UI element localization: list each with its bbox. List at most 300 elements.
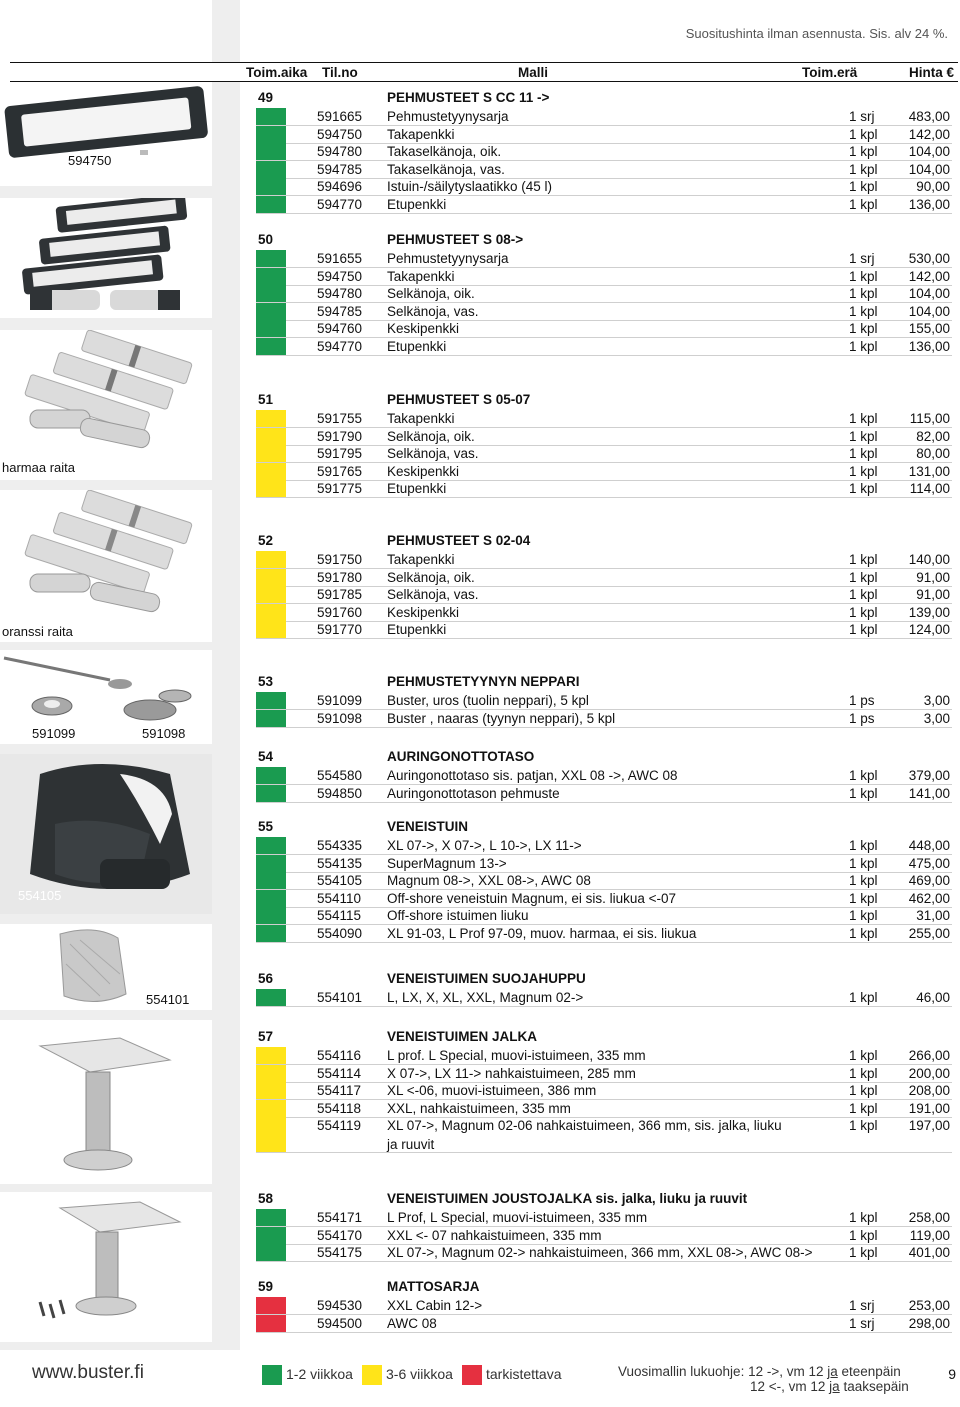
table-row (256, 338, 952, 356)
price: 124,00 (908, 622, 950, 638)
product-model: Takapenkki (387, 411, 455, 426)
delivery-color-swatch (256, 445, 286, 462)
batch-unit: 1 kpl (849, 1048, 878, 1063)
batch-unit: 1 kpl (849, 908, 878, 924)
price: 91,00 (916, 587, 950, 603)
product-model: Keskipenkki (387, 321, 460, 337)
year-note-line1: Vuosimallin lukuohje: 12 ->, vm 12 ja eteenpäin (618, 1364, 901, 1379)
table-row (256, 250, 952, 268)
seat-pedestal-image (0, 1020, 212, 1184)
price: 31,00 (916, 908, 950, 924)
legend-green-swatch (262, 1365, 282, 1385)
batch-unit: 1 kpl (849, 1118, 878, 1134)
table-header (10, 62, 958, 82)
delivery-color-swatch (256, 890, 286, 907)
product-model: Takapenkki (387, 268, 455, 284)
year-note-line2: 12 <-, vm 12 ja taaksepäin (750, 1379, 909, 1394)
product-model: XL 07->, Magnum 02-> nahkaistuimeen, 366 mm, XXL 08->, AWC 08-> (387, 1245, 813, 1261)
delivery-color-swatch (256, 710, 286, 727)
delivery-color-swatch (256, 196, 286, 213)
product-code: 554119 (317, 1118, 362, 1134)
product-code: 594850 (317, 785, 363, 801)
table-row (256, 161, 952, 179)
product-model: Auringonottotason pehmuste (387, 785, 560, 801)
group-title (256, 232, 952, 250)
batch-unit: 1 ps (849, 693, 875, 708)
batch-unit: 1 kpl (849, 303, 878, 319)
table-row (256, 1209, 952, 1227)
product-model: Selkänoja, vas. (387, 303, 479, 319)
image-label-554105: 554105 (18, 888, 62, 903)
product-model: Selkänoja, oik. (387, 286, 475, 302)
product-model: SuperMagnum 13-> (387, 855, 507, 871)
delivery-color-swatch (256, 480, 286, 497)
table-row (256, 569, 952, 587)
delivery-color-swatch (256, 126, 286, 143)
batch-unit: 1 kpl (849, 126, 878, 142)
product-code: 554171 (317, 1210, 363, 1225)
gray-stripe-cushions-image (0, 330, 212, 480)
table-row (256, 410, 952, 428)
product-model: Selkänoja, oik. (387, 569, 475, 585)
price: 136,00 (908, 197, 950, 212)
table-row (256, 621, 952, 639)
price: 80,00 (916, 446, 950, 462)
product-model: XL 07->, Magnum 02-06 nahkaistuimeen, 366 mm, sis. jalka, liuku (387, 1118, 782, 1134)
group-number: 55 (258, 819, 274, 834)
table-row (256, 1117, 952, 1153)
group-name: MATTOSARJA (387, 1279, 480, 1294)
delivery-color-swatch (256, 989, 286, 1006)
delivery-color-swatch (256, 1227, 286, 1244)
delivery-color-swatch (256, 785, 286, 802)
group-number: 53 (258, 674, 274, 689)
footer-url[interactable]: www.buster.fi (32, 1362, 144, 1383)
table-row (256, 463, 952, 481)
product-code: 591765 (317, 463, 363, 479)
image-label-orange-stripe: oranssi raita (2, 624, 73, 639)
price: 3,00 (923, 693, 950, 708)
product-model: Istuin-/säilytyslaatikko (45 l) (387, 179, 553, 195)
table-row (256, 1065, 952, 1083)
group-name: PEHMUSTEET S CC 11 -> (387, 90, 550, 105)
delivery-color-swatch (256, 303, 286, 320)
product-code: 594770 (317, 197, 363, 212)
product-image-gray-stripe (0, 330, 212, 480)
batch-unit: 1 srj (849, 1298, 875, 1313)
product-image-554101 (0, 924, 212, 1010)
product-code: 554105 (317, 873, 363, 889)
batch-unit: 1 srj (849, 1315, 875, 1331)
legend-yellow-swatch (362, 1365, 382, 1385)
product-image-snaps (0, 650, 212, 744)
product-image-spring-pedestal (0, 1192, 212, 1342)
group-title (256, 1279, 952, 1297)
delivery-color-swatch (256, 692, 286, 709)
page-number: 9 (948, 1366, 956, 1382)
batch-unit: 1 kpl (849, 144, 878, 160)
table-row (256, 285, 952, 303)
batch-unit: 1 kpl (849, 1100, 878, 1116)
price: 46,00 (916, 990, 950, 1005)
product-model-continued: ja ruuvit (387, 1137, 435, 1153)
product-model: Keskipenkki (387, 463, 460, 479)
group-number: 50 (258, 232, 274, 247)
batch-unit: 1 kpl (849, 197, 878, 212)
batch-unit: 1 kpl (849, 587, 878, 603)
product-model: Buster, uros (tuolin neppari), 5 kpl (387, 693, 589, 708)
table-row (256, 126, 952, 144)
batch-unit: 1 kpl (849, 179, 878, 195)
delivery-color-swatch (256, 410, 286, 427)
delivery-color-swatch (256, 1047, 286, 1064)
price: 448,00 (908, 838, 950, 853)
product-code: 554114 (317, 1065, 362, 1081)
price: 258,00 (908, 1210, 950, 1225)
header-price: Hinta € (908, 65, 954, 80)
group-title (256, 749, 952, 767)
product-code: 554110 (317, 890, 362, 906)
product-code: 554135 (317, 855, 363, 871)
price: 401,00 (908, 1245, 950, 1261)
table-row (256, 785, 952, 803)
delivery-color-swatch (256, 1100, 286, 1117)
delivery-color-swatch (256, 463, 286, 480)
batch-unit: 1 ps (849, 710, 875, 726)
product-model: Takapenkki (387, 552, 455, 567)
group-name: PEHMUSTEET S 05-07 (387, 392, 531, 407)
product-code: 594530 (317, 1298, 363, 1313)
table-row (256, 303, 952, 321)
product-model: Pehmustetyynysarja (387, 109, 509, 124)
product-code: 591780 (317, 569, 363, 585)
price: 197,00 (908, 1118, 950, 1134)
table-row (256, 196, 952, 214)
batch-unit: 1 kpl (849, 855, 878, 871)
product-image-594750 (0, 0, 212, 186)
product-code: 554170 (317, 1227, 363, 1243)
product-model: Takapenkki (387, 126, 455, 142)
delivery-color-swatch (256, 178, 286, 195)
table-row (256, 586, 952, 604)
delivery-color-swatch (256, 837, 286, 854)
product-image-554105 (0, 754, 212, 914)
batch-unit: 1 kpl (849, 1210, 878, 1225)
group-name: VENEISTUIN (387, 819, 469, 834)
delivery-color-swatch (256, 338, 286, 355)
table-row (256, 767, 952, 785)
product-model: Etupenkki (387, 622, 447, 638)
product-model: Buster , naaras (tyynyn neppari), 5 kpl (387, 710, 616, 726)
product-model: XXL, nahkaistuimeen, 335 mm (387, 1100, 571, 1116)
table-row (256, 710, 952, 728)
table-row (256, 445, 952, 463)
delivery-color-swatch (256, 250, 286, 267)
product-model: Keskipenkki (387, 604, 460, 620)
product-model: Etupenkki (387, 339, 447, 354)
delivery-color-swatch (256, 1244, 286, 1261)
footer (0, 1350, 960, 1407)
product-model: X 07->, LX 11-> nahkaistuimeen, 285 mm (387, 1065, 636, 1081)
table-row (256, 320, 952, 338)
table-row (256, 1315, 952, 1333)
product-code: 594760 (317, 321, 363, 337)
batch-unit: 1 kpl (849, 552, 878, 567)
batch-unit: 1 kpl (849, 1065, 878, 1081)
price: 142,00 (908, 126, 950, 142)
legend-red-swatch (462, 1365, 482, 1385)
price: 141,00 (908, 785, 950, 801)
product-model: AWC 08 (387, 1315, 437, 1331)
product-code: 554117 (317, 1083, 362, 1099)
delivery-color-swatch (256, 1117, 286, 1152)
table-row (256, 890, 952, 908)
product-code: 554580 (317, 768, 363, 783)
batch-unit: 1 kpl (849, 622, 878, 638)
header-batch: Toim.erä (802, 65, 858, 80)
product-code: 591785 (317, 587, 363, 603)
product-code: 591790 (317, 428, 363, 444)
batch-unit: 1 kpl (849, 785, 878, 801)
delivery-color-swatch (256, 143, 286, 160)
price: 255,00 (908, 926, 950, 941)
group-name: PEHMUSTETYYNYN NEPPARI (387, 674, 580, 689)
product-code: 594770 (317, 339, 363, 354)
product-code: 594500 (317, 1315, 363, 1331)
product-code: 554335 (317, 838, 363, 853)
group-number: 49 (258, 90, 274, 105)
group-number: 58 (258, 1191, 274, 1206)
product-code: 591755 (317, 411, 363, 426)
product-code: 591770 (317, 622, 363, 638)
table-row (256, 989, 952, 1007)
group-title (256, 90, 952, 108)
product-code: 591760 (317, 604, 363, 620)
delivery-color-swatch (256, 621, 286, 638)
product-model: L Prof, L Special, muovi-istuimeen, 335 mm (387, 1210, 648, 1225)
product-code: 554175 (317, 1245, 363, 1261)
group-number: 52 (258, 533, 274, 548)
product-model: Pehmustetyynysarja (387, 251, 509, 266)
batch-unit: 1 srj (849, 109, 875, 124)
product-code: 554101 (317, 990, 363, 1005)
group-name: AURINGONOTTOTASO (387, 749, 535, 764)
delivery-color-swatch (256, 161, 286, 178)
legend-yellow-label: 3-6 viikkoa (386, 1366, 453, 1382)
table-row (256, 1100, 952, 1118)
table-row (256, 837, 952, 855)
cushion-set-image (0, 198, 212, 318)
batch-unit: 1 kpl (849, 481, 878, 497)
group-name: PEHMUSTEET S 02-04 (387, 533, 531, 548)
orange-stripe-cushions-image (0, 490, 212, 642)
header-delivery: Toim.aika (246, 65, 308, 80)
batch-unit: 1 kpl (849, 161, 878, 177)
batch-unit: 1 kpl (849, 604, 878, 620)
product-model: Etupenkki (387, 197, 447, 212)
product-code: 591775 (317, 481, 363, 497)
product-image-cushion-set (0, 198, 212, 318)
product-model: XXL <- 07 nahkaistuimeen, 335 mm (387, 1227, 602, 1243)
batch-unit: 1 kpl (849, 463, 878, 479)
product-code: 594780 (317, 144, 363, 160)
group-number: 54 (258, 749, 274, 764)
price: 266,00 (908, 1048, 950, 1063)
image-label-591099: 591099 (32, 726, 76, 741)
product-code: 591795 (317, 446, 363, 462)
product-code: 554118 (317, 1100, 362, 1116)
delivery-color-swatch (256, 1065, 286, 1082)
header-order-no: Til.no (322, 65, 358, 80)
table-row (256, 907, 952, 925)
batch-unit: 1 kpl (849, 1227, 878, 1243)
delivery-color-swatch (256, 767, 286, 784)
delivery-color-swatch (256, 907, 286, 924)
price: 208,00 (908, 1083, 950, 1099)
price: 155,00 (908, 321, 950, 337)
product-model: Takaselkänoja, oik. (387, 144, 502, 160)
price: 91,00 (916, 569, 950, 585)
table-row (256, 1047, 952, 1065)
product-model: XL 07->, X 07->, L 10->, LX 11-> (387, 838, 582, 853)
price: 104,00 (908, 144, 950, 160)
group-title (256, 819, 952, 837)
product-code: 594785 (317, 303, 363, 319)
price: 140,00 (908, 552, 950, 567)
legend-green-label: 1-2 viikkoa (286, 1366, 353, 1382)
group-number: 51 (258, 392, 274, 407)
price: 82,00 (916, 428, 950, 444)
delivery-color-swatch (256, 551, 286, 568)
price: 469,00 (908, 873, 950, 889)
product-code: 594785 (317, 161, 363, 177)
batch-unit: 1 kpl (849, 1083, 878, 1099)
spring-pedestal-image (0, 1192, 212, 1342)
product-code: 554115 (317, 908, 362, 924)
table-row (256, 143, 952, 161)
delivery-color-swatch (256, 320, 286, 337)
price: 462,00 (908, 890, 950, 906)
batch-unit: 1 kpl (849, 873, 878, 889)
delivery-color-swatch (256, 569, 286, 586)
price: 139,00 (908, 604, 950, 620)
product-image-pedestal (0, 1020, 212, 1184)
batch-unit: 1 kpl (849, 321, 878, 337)
image-label-554101: 554101 (146, 992, 190, 1007)
table-row (256, 604, 952, 622)
delivery-color-swatch (256, 1209, 286, 1226)
delivery-color-swatch (256, 108, 286, 125)
price: 115,00 (909, 411, 950, 426)
product-model: Selkänoja, vas. (387, 587, 479, 603)
product-model: Etupenkki (387, 481, 447, 497)
batch-unit: 1 kpl (849, 1245, 878, 1261)
group-number: 57 (258, 1029, 274, 1044)
batch-unit: 1 kpl (849, 268, 878, 284)
image-label-594750: 594750 (68, 153, 112, 168)
product-code: 594780 (317, 286, 363, 302)
price: 483,00 (908, 109, 950, 124)
table-row (256, 872, 952, 890)
table-row (256, 925, 952, 943)
delivery-color-swatch (256, 285, 286, 302)
group-name: VENEISTUIMEN JOUSTOJALKA sis. jalka, liuku ja ruuvit (387, 1191, 748, 1206)
price: 119,00 (909, 1227, 950, 1243)
product-code: 591750 (317, 552, 363, 567)
delivery-color-swatch (256, 586, 286, 603)
delivery-color-swatch (256, 855, 286, 872)
price: 114,00 (909, 481, 950, 497)
batch-unit: 1 kpl (849, 838, 878, 853)
product-model: L, LX, X, XL, XXL, Magnum 02-> (387, 990, 584, 1005)
price: 379,00 (908, 768, 950, 783)
batch-unit: 1 kpl (849, 569, 878, 585)
product-model: Auringonottotaso sis. patjan, XXL 08 ->, AWC 08 (387, 768, 678, 783)
product-code: 594750 (317, 268, 363, 284)
product-model: Selkänoja, vas. (387, 446, 479, 462)
product-model: Takaselkänoja, vas. (387, 161, 505, 177)
group-title (256, 1029, 952, 1047)
delivery-color-swatch (256, 428, 286, 445)
price-note: Suositushinta ilman asennusta. Sis. alv 24 %. (685, 26, 948, 41)
batch-unit: 1 kpl (849, 926, 878, 941)
batch-unit: 1 kpl (849, 446, 878, 462)
delivery-color-swatch (256, 925, 286, 942)
batch-unit: 1 kpl (849, 339, 878, 354)
product-code: 591099 (317, 693, 363, 708)
batch-unit: 1 kpl (849, 768, 878, 783)
product-code: 591098 (317, 710, 363, 726)
group-name: PEHMUSTEET S 08-> (387, 232, 524, 247)
product-code: 554116 (317, 1048, 362, 1063)
price: 475,00 (908, 855, 950, 871)
price: 191,00 (908, 1100, 950, 1116)
product-model: L prof. L Special, muovi-istuimeen, 335 mm (387, 1048, 646, 1063)
price: 298,00 (908, 1315, 950, 1331)
product-model: XXL Cabin 12-> (387, 1298, 483, 1313)
table-row (256, 1082, 952, 1100)
batch-unit: 1 kpl (849, 286, 878, 302)
delivery-color-swatch (256, 1082, 286, 1099)
table-row (256, 551, 952, 569)
group-title (256, 674, 952, 692)
batch-unit: 1 kpl (849, 411, 878, 426)
product-model: XL <-06, muovi-istuimeen, 386 mm (387, 1083, 597, 1099)
price: 136,00 (908, 339, 950, 354)
table-row (256, 108, 952, 126)
product-code: 591655 (317, 251, 363, 266)
product-code: 594696 (317, 179, 363, 195)
group-title (256, 392, 952, 410)
group-title (256, 533, 952, 551)
image-label-591098: 591098 (142, 726, 186, 741)
group-title (256, 971, 952, 989)
price: 142,00 (908, 268, 950, 284)
product-code: 554090 (317, 926, 363, 941)
price: 3,00 (923, 710, 950, 726)
header-model: Malli (518, 65, 549, 80)
delivery-color-swatch (256, 604, 286, 621)
price: 104,00 (908, 286, 950, 302)
group-number: 59 (258, 1279, 274, 1294)
product-model: XL 91-03, L Prof 97-09, muov. harmaa, ei sis. liukua (387, 926, 697, 941)
group-name: VENEISTUIMEN SUOJAHUPPU (387, 971, 586, 986)
batch-unit: 1 srj (849, 251, 875, 266)
table-row (256, 428, 952, 446)
delivery-color-swatch (256, 1297, 286, 1314)
group-number: 56 (258, 971, 274, 986)
price: 104,00 (908, 161, 950, 177)
